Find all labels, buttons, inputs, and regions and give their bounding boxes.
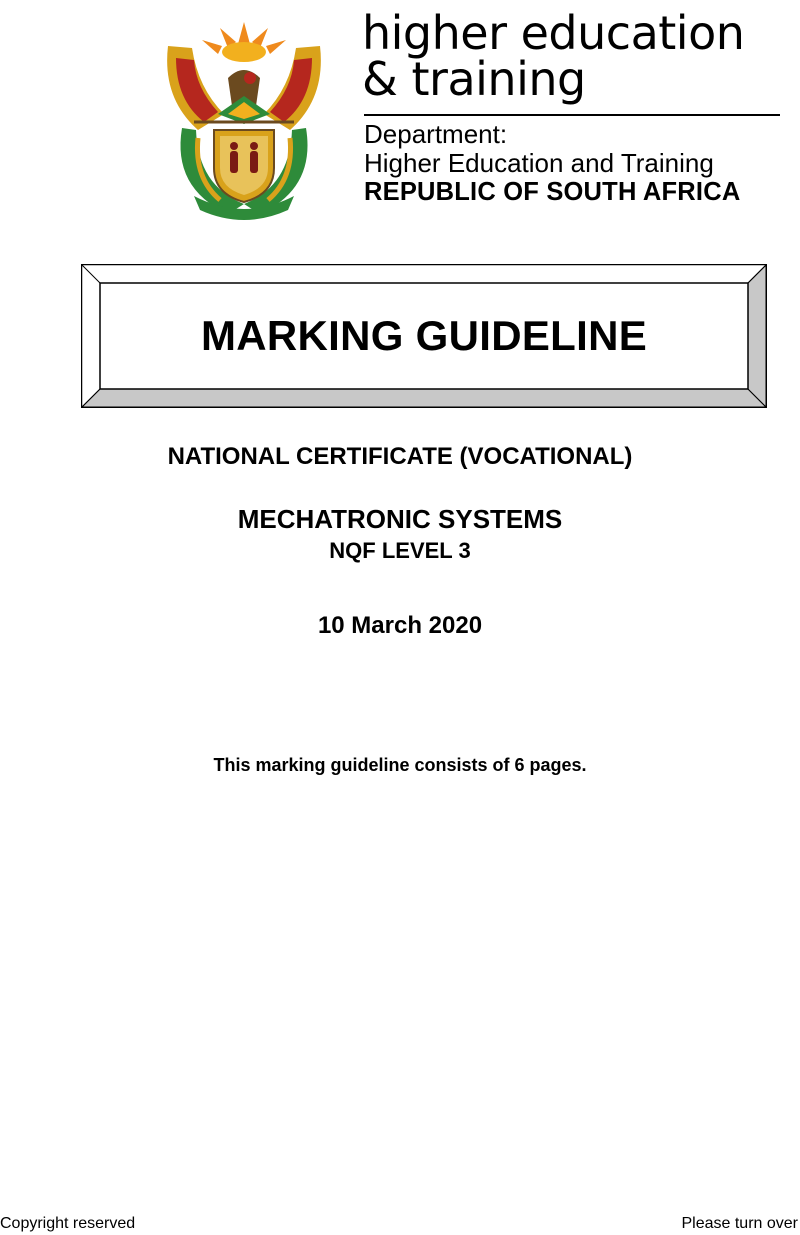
department-label: Department: xyxy=(364,119,508,149)
department-block xyxy=(364,120,794,207)
brand-line-training: & training xyxy=(362,52,586,106)
department-name: Higher Education and Training xyxy=(364,148,714,178)
coat-of-arms-icon xyxy=(158,18,330,224)
brand-line-higher-education: higher education xyxy=(362,6,745,60)
brand-wordmark xyxy=(362,6,782,106)
footer-turn-over: Please turn over xyxy=(681,1215,798,1232)
nqf-level: NQF LEVEL 3 xyxy=(329,538,471,563)
certificate-name: NATIONAL CERTIFICATE (VOCATIONAL) xyxy=(167,443,633,470)
exam-date: 10 March 2020 xyxy=(317,612,483,639)
page-count-note: This marking guideline consists of 6 pages. xyxy=(213,755,587,775)
country-name: REPUBLIC OF SOUTH AFRICA xyxy=(364,178,741,206)
subject-name: MECHATRONIC SYSTEMS xyxy=(237,504,563,534)
brand-divider xyxy=(364,114,780,116)
footer-copyright: Copyright reserved xyxy=(0,1215,136,1232)
document-title: MARKING GUIDELINE xyxy=(200,312,648,359)
